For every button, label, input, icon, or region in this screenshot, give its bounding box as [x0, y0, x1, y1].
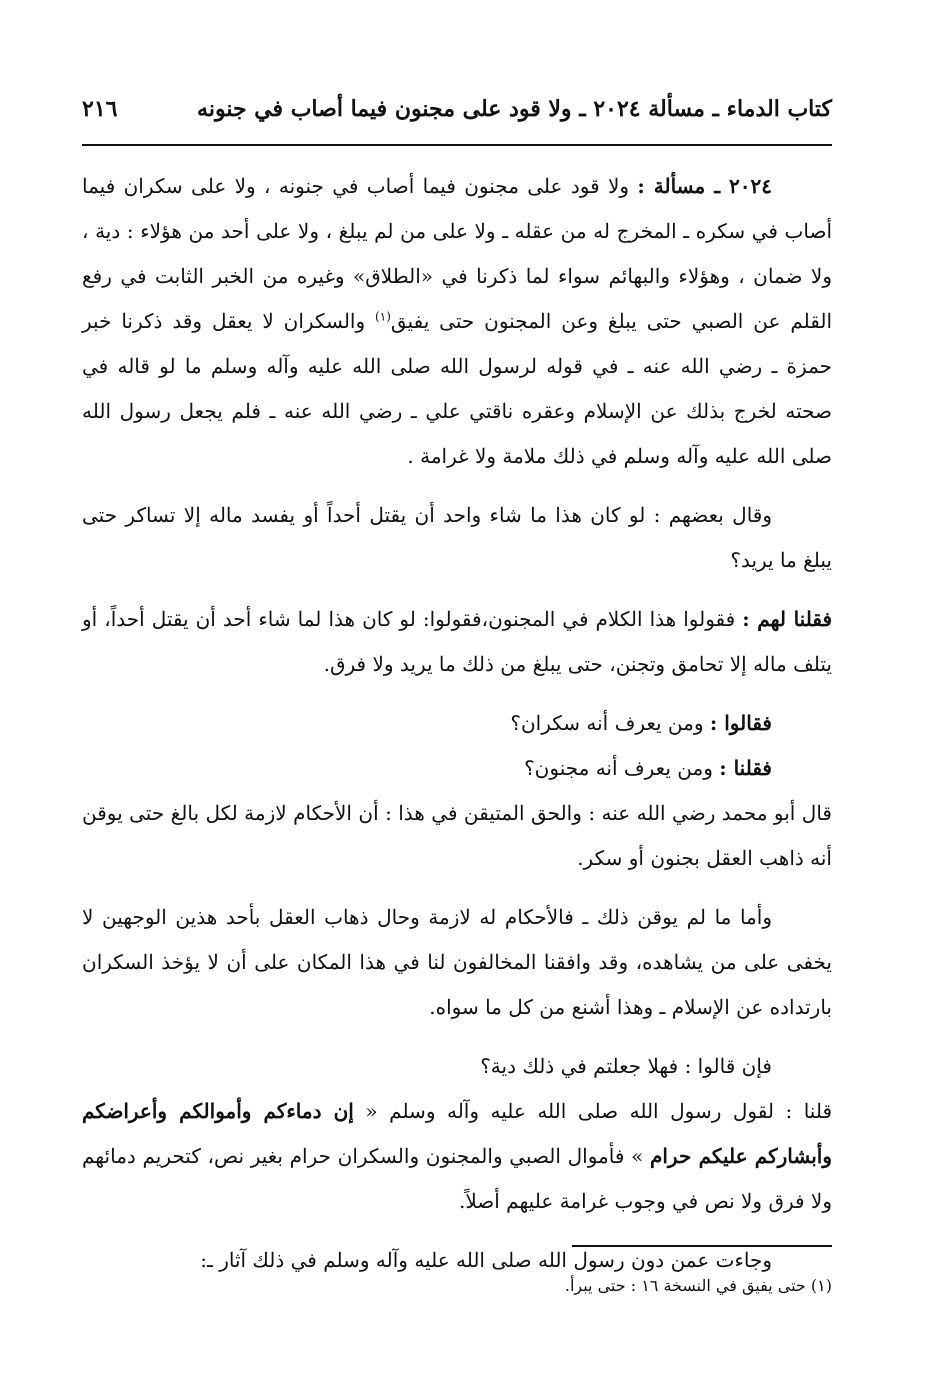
paragraph-text: ومن يعرف أنه سكران؟ — [510, 711, 704, 735]
paragraph-text: والسكران لا يعقل وقد ذكرنا خبر حمزة ـ رضي الله عنه ـ في قوله لرسول الله صلى الله عليه وآله وسلم ما لو قاله في صحته لخرج بذلك عن الإسلام وعقره ناقتي علي ـ رضي الله عنه ـ فلم يجعل رسول الله صلى الله عليه وآله وسلم في ذلك ملامة ولا غرامة . — [82, 309, 832, 468]
paragraph-text: قلنا : لقول رسول الله صلى الله عليه وآله وسلم « — [365, 1099, 833, 1123]
paragraph-question — [82, 701, 832, 746]
paragraph-reply — [82, 597, 832, 687]
paragraph-objection — [82, 493, 832, 583]
paragraph-text: » فأموال الصبي والمجنون والسكران حرام بغير نص، كتحريم دمائهم ولا فرق ولا نص في وجوب غرامة عليهم أصلاً. — [82, 1144, 832, 1213]
paragraph-text: فقولوا هذا الكلام في المجنون،فقولوا: لو كان هذا لما شاء أحد أن يقتل أحداً، أو يتلف ماله إلا تحامق وتجنن، حتى يبلغ من ذلك ما يريد ولا فرق. — [82, 607, 832, 676]
paragraph-diya-question — [82, 1044, 832, 1089]
paragraph-text: وأما ما لم يوقن ذلك ـ فالأحكام له لازمة وحال ذهاب العقل بأحد هذين الوجهين لا يخفى على من يشاهده، وقد وافقنا المخالفون لنا في هذا المكان على أن لا يؤخذ السكران بارتداده عن الإسلام ـ وهذا أشنع من كل ما سواه. — [82, 905, 832, 1019]
paragraph-otherwise — [82, 895, 832, 1030]
issue-heading: ٢٠٢٤ ـ مسألة : — [637, 174, 772, 198]
footnote-reference[interactable]: (١) — [375, 309, 391, 324]
running-title: كتاب الدماء ـ مسألة ٢٠٢٤ ـ ولا قود على مجنون فيما أصاب في جنونه — [197, 96, 832, 122]
paragraph-text: وقال بعضهم : لو كان هذا ما شاء واحد أن يقتل أحداً أو يفسد ماله إلا تساكر حتى يبلغ ما يريد؟ — [82, 503, 832, 572]
footnote-divider — [572, 1245, 832, 1247]
page-header — [82, 88, 832, 146]
paragraph-hadith — [82, 1089, 832, 1224]
paragraph-abu-muhammad — [82, 791, 832, 881]
book-page — [82, 88, 832, 1358]
paragraph-text: ومن يعرف أنه مجنون؟ — [524, 756, 713, 780]
question-lead: فقالوا : — [709, 711, 772, 735]
paragraph-text: ولا قود على مجنون فيما أصاب في جنونه ، ولا على سكران فيما أصاب في سكره ـ المخرج له من عقله ـ ولا على من لم يبلغ ، ولا على أحد من هؤلاء : دية ، ولا ضمان ، وهؤلاء والبهائم سواء لما ذكرنا في «الطلاق» وغيره من الخبر الثابت في رفع القلم عن الصبي حتى يبلغ وعن المجنون حتى يفيق — [82, 174, 833, 333]
hadith-quote: إن دماءكم وأموالكم وأعراضكم وأبشاركم عليكم حرام — [82, 1099, 833, 1168]
paragraph-answer — [82, 746, 832, 791]
paragraph-text: فإن قالوا : فهلا جعلتم في ذلك دية؟ — [480, 1054, 772, 1078]
page-body — [82, 164, 832, 1297]
page-number: ٢١٦ — [82, 96, 118, 122]
paragraph-text: وجاءت عمن دون رسول الله صلى الله عليه وآله وسلم في ذلك آثار ـ: — [200, 1248, 772, 1272]
paragraph-text: قال أبو محمد رضي الله عنه : والحق المتيقن في هذا : أن الأحكام لازمة لكل بالغ حتى يوقن أنه ذاهب العقل بجنون أو سكر. — [82, 801, 832, 870]
reply-lead: فقلنا لهم : — [742, 607, 833, 631]
answer-lead: فقلنا : — [719, 756, 772, 780]
paragraph-issue-2024 — [82, 164, 832, 479]
footnote: (١) حتى يفيق في النسخة ١٦ : حتى يبرأ. — [564, 1276, 832, 1295]
